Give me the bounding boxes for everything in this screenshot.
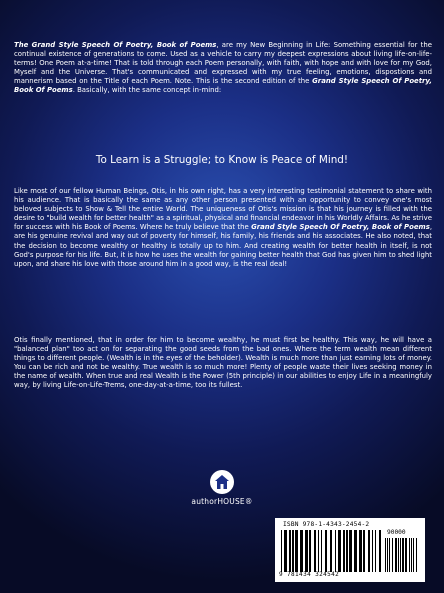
barcode-bar: [309, 530, 311, 572]
barcode-bar: [375, 530, 376, 572]
authorhouse-logo-icon: [210, 470, 234, 494]
price-code: 90000: [387, 529, 406, 536]
para2-text-b: , are his genuine revival and way out of poverty for himself, his family, his friends and his associates. He also noted, that the decision to become wealthy or healthy is totally up to him. And creating wealth for better health in itself, is not God's purpose for his life. But, it is how he uses the wealth for gaining better health that God has given him to shed light upon, and share his love with those around him in a good way, is the real deal!: [14, 223, 433, 268]
barcode-bar: [346, 530, 348, 572]
barcode-bar: [385, 538, 386, 572]
para2-text-a: Like most of our fellow Human Beings, Otis, in his own right, has a very interesting testimonial statement to share with his audience. That is basically the same as any other person presented with an opportunity to convey one's most beloved subjects to Show & Tell the entire World. The uniqueness of Otis's mission is that his journey is filled with the desire to "build wealth for better health" as a spiritual, physical and financial endeavor in his Worldly Affairs. As he strive for success with his Book of Poems. Where he truly believe that the: [14, 187, 432, 232]
barcode-bar: [411, 538, 412, 572]
barcode-bar: [354, 530, 357, 572]
barcode-bar: [318, 530, 319, 572]
publisher-name: authorHOUSE®: [191, 497, 253, 506]
barcode-bar: [392, 538, 393, 572]
isbn-barcode: [275, 518, 425, 582]
barcode-bar: [295, 530, 298, 572]
wealth-paragraph: Otis finally mentioned, that in order for him to become wealthy, he must first be healthy. This way, he will have a "balanced plan" too act on for separating the good seeds from the bad ones. Where the term wealth mean different things to different people. (Wealth is in the eyes of the beholder). Wealth is much more than just earning lots of money. You can be rich and not be wealthy. True wealth is so much more! Plenty of people waste their lives seeking money in the name of wealth. When true and real Wealth is the Power (5th principle) in our abilities to enjoy Life in a meaningfuly way, by living Life-on-Life-Trems, one-day-at-a-time, too its fullest.: [14, 336, 432, 390]
book-title-italic: The Grand Style Speech Of Poetry, Book of Poems: [14, 41, 217, 49]
barcode-bar: [349, 530, 352, 572]
isbn-label: ISBN 978-1-4343-2454-2: [283, 521, 370, 528]
intro-text-a: , are my New Beginning in Life: Something essential for the continual existence of generations to come. Used as a vehicle to carry my deepest expressions about living life-on-life-terms! One Poem at-a-time! That is told through each Poem personally, with faith, with hope and with love for my God, Myself and the Universe. That's communicated and expressed with my true feeling, emotions, dispostions and mannerism based on the Title of each Poem. Note. This is the second edition of the: [14, 41, 432, 86]
para2-book-title: Grand Style Speech Of Poetry, Book of Poems: [251, 223, 430, 232]
barcode-bar: [292, 530, 294, 572]
book-title-italic-2: Grand Style Speech Of Poetry, Book Of Poems: [14, 77, 432, 95]
barcode-bar: [338, 530, 341, 572]
barcode-bar: [314, 530, 316, 572]
barcode-bar: [409, 538, 410, 572]
intro-text-b: . Basically, with the same concept in-mind:: [72, 86, 222, 95]
intro-paragraph: [14, 41, 432, 96]
barcode-bar: [363, 530, 365, 572]
barcode-digits: 9 781434 324542: [279, 571, 340, 578]
barcode-bar: [325, 530, 327, 572]
barcode-bar: [368, 530, 370, 572]
barcode-bar: [372, 530, 373, 572]
barcode-bar: [395, 538, 397, 572]
barcode-bars: [281, 530, 381, 572]
barcode-bar: [387, 538, 388, 572]
barcode-bar: [379, 530, 381, 572]
barcode-bar: [281, 530, 282, 572]
barcode-bar: [359, 530, 362, 572]
barcode-bar: [305, 530, 308, 572]
barcode-bar: [402, 538, 404, 572]
barcode-bar: [330, 530, 332, 572]
barcode-bar: [405, 538, 407, 572]
barcode-bar: [300, 530, 303, 572]
price-barcode-bars: [385, 538, 419, 572]
barcode-bar: [398, 538, 399, 572]
barcode-bar: [321, 530, 322, 572]
barcode-bar: [389, 538, 390, 572]
publisher-logo: [182, 470, 262, 506]
barcode-bar: [416, 538, 417, 572]
barcode-bar: [413, 538, 414, 572]
testimonial-paragraph: [14, 187, 432, 269]
motto: To Learn is a Struggle; to Know is Peace of Mind!: [95, 154, 349, 166]
barcode-bar: [289, 530, 291, 572]
barcode-bar: [284, 530, 287, 572]
barcode-bar: [400, 538, 401, 572]
barcode-bar: [343, 530, 345, 572]
barcode-bar: [335, 530, 336, 572]
